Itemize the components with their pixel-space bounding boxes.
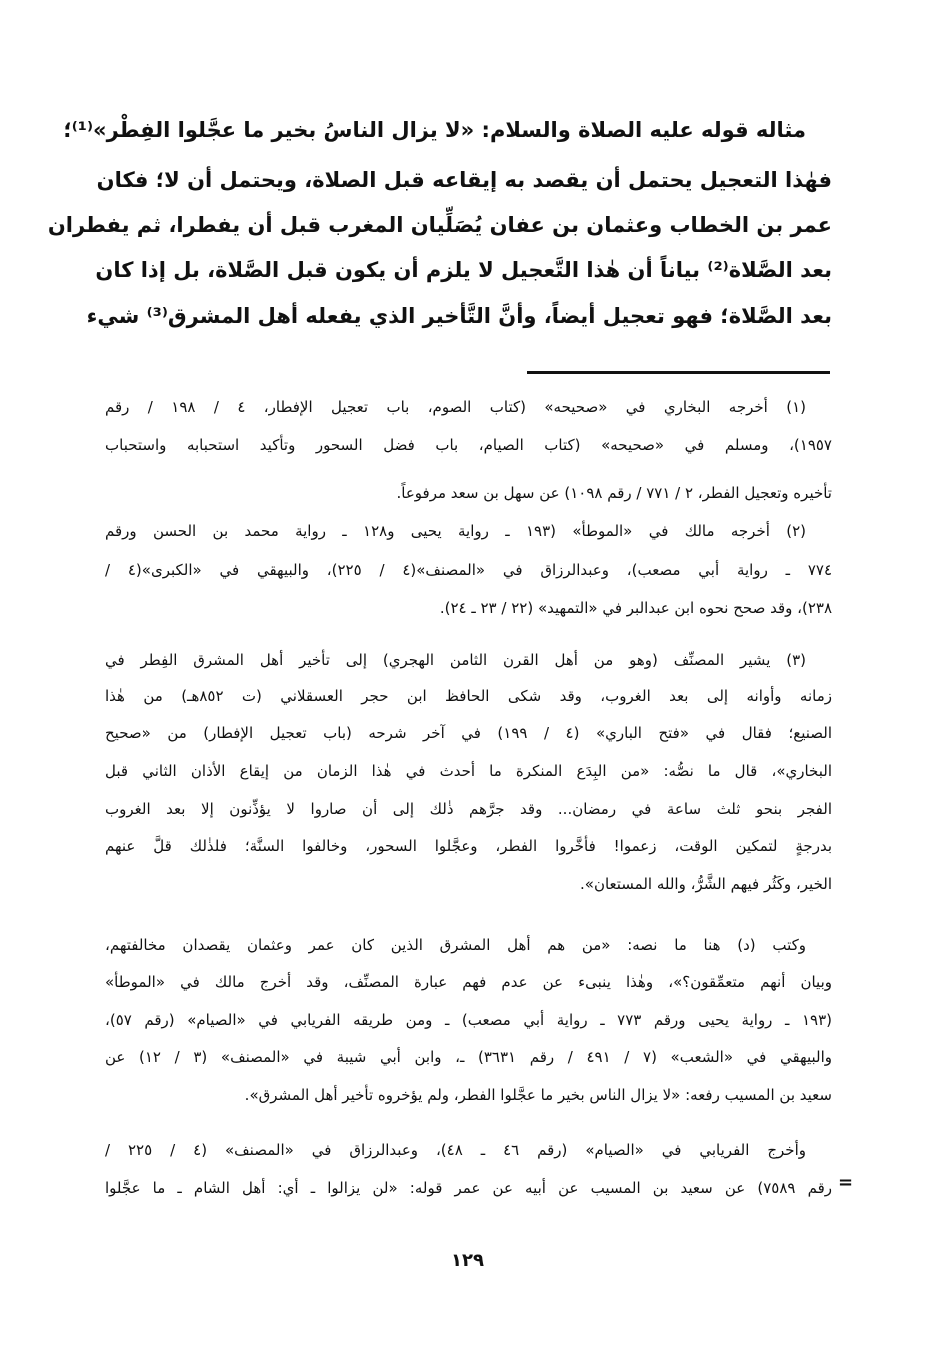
footnote-line: وأخرج الفريابي في «الصيام» (رقم ٤٦ ـ ٤٨)، وعبدالرزاق في «المصنف» (٤ / ٢٢٥ / — [105, 1141, 806, 1159]
main-text-line: بعد الصَّلاة؛ فهو تعجيل أيضاً، وأنَّ التَّأخير الذي يفعله أهل المشرق⁽³⁾ شيء — [86, 304, 832, 328]
footnote-line: ١٩٥٧)، ومسلم في «صحيحه» (كتاب الصيام، باب فضل السحور وتأكيد استحبابه واستحباب — [105, 436, 832, 454]
page-number: ١٢٩ — [451, 1250, 484, 1271]
footnote-separator — [527, 371, 830, 374]
footnote-line: (٢) أخرجه مالك في «الموطأ» (١٩٣ ـ رواية يحيى و١٢٨ ـ رواية محمد بن الحسن ورقم — [105, 522, 807, 540]
footnote-line: سعيد بن المسيب رفعه: «لا يزال الناس بخير ما عجَّلوا الفطر، ولم يؤخروه تأخير أهل المشرق». — [244, 1086, 832, 1104]
footnote-line: وبيان أنهم متعمِّقون؟»، وهٰذا ينبىء عن عدم فهم عبارة المصنِّف، وقد أخرج مالك في «الموطأ» — [105, 973, 832, 991]
footnote-line: والبيهقي في «الشعب» (٧ / ٤٩١ / رقم ٣٦٣١) ـ، وابن أبي شيبة في «المصنف» (٣ / ١٢) عن — [105, 1048, 832, 1066]
footnote-line: البخاري»، قال ما نصُّه: «من البِدَع المنكرة ما أحدث في هٰذا الزمان من إيقاع الأذان الثاني قبل — [105, 762, 832, 780]
footnote-line: الخير، وكَثُر فيهم الشَّرُّ، والله المستعان». — [580, 875, 832, 893]
footnote-line: (٣) يشير المصنِّف (وهو من أهل القرن الثامن الهجري) إلى تأخير أهل المشرق الفِطر في — [105, 651, 806, 669]
main-text-line: عمر بن الخطاب وعثمان بن عفان يُصَلِّيان المغرب قبل أن يفطرا، ثم يفطران — [47, 213, 832, 237]
footnote-line: ٧٧٤ ـ رواية أبي مصعب)، وعبدالرزاق في «المصنف»(٤ / ٢٢٥)، والبيهقي في «الكبرى»(٤ / — [105, 561, 832, 579]
footnote-line: وكتب (د) هنا ما نصه: «من هم أهل المشرق الذين كان عمر وعثمان يقصدان مخالفتهم، — [105, 936, 806, 954]
footnote-line: بدرجةٍ لتمكين الوقت، زعموا! فأخَّروا الفطر، وعجَّلوا السحور، وخالفوا السنَّة؛ فلذٰلك قلَّ عنهم — [105, 837, 832, 855]
footnote-line: (١) أخرجه البخاري في «صحيحه» (كتاب الصوم، باب تعجيل الإفطار، ٤ / ١٩٨ / رقم — [105, 398, 807, 416]
main-text-line: بعد الصَّلاة⁽²⁾ بياناً أن هٰذا التَّعجيل لا يلزم أن يكون قبل الصَّلاة، بل إذا كان — [95, 258, 832, 282]
footnote-line: تأخيره وتعجيل الفطر، ٢ / ٧٧١ / رقم ١٠٩٨) عن سهل بن سعد مرفوعاً. — [396, 484, 832, 502]
main-text-line: مثاله قوله عليه الصلاة والسلام: «لا يزال الناسُ بخير ما عجَّلوا الفِطْر»⁽¹⁾؛ — [63, 118, 806, 142]
footnote-line: ٢٣٨)، وقد صحح نحوه ابن عبدالبر في «التمهيد» (٢٢ / ٢٣ ـ ٢٤). — [439, 599, 832, 617]
main-text-line: فهٰذا التعجيل يحتمل أن يقصد به إيقاعه قبل الصلاة، ويحتمل أن لا؛ فكان — [96, 168, 832, 192]
continuation-mark: = — [838, 1172, 854, 1193]
footnote-line: (١٩٣ ـ رواية يحيى ورقم ٧٧٣ ـ رواية أبي مصعب) ـ ومن طريقه الفريابي في «الصيام» (رقم ٥٧)، — [105, 1011, 832, 1029]
footnote-line: الصنيع؛ فقال في «فتح الباري» (٤ / ١٩٩) في آخر شرحه (باب تعجيل الإفطار) من «صحيح — [105, 724, 833, 742]
footnote-line: زمانه وأوانه إلى بعد الغروب، وقد شكى الحافظ ابن حجر العسقلاني (ت ٨٥٢هـ) من هٰذا — [105, 687, 832, 705]
footnote-line: الفجر بنحو ثلث ساعة في رمضان... وقد جرَّهم ذٰلك إلى أن صاروا لا يؤذِّنون إلا بعد الغروب — [105, 800, 832, 818]
footnote-line: رقم ٧٥٨٩) عن سعيد بن المسيب عن أبيه عن عمر قوله: «لن يزالوا ـ أي: أهل الشام ـ ما عجَّلوا — [105, 1179, 832, 1197]
